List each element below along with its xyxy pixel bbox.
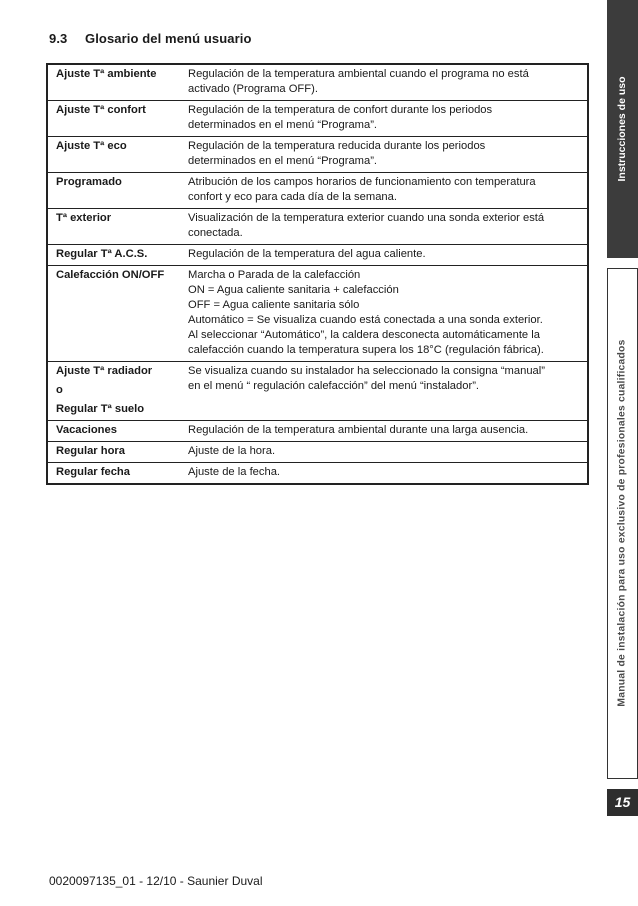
glossary-term: [47, 421, 186, 442]
glossary-description-line: Regulación de la temperatura ambiental durante una larga ausencia.: [188, 424, 529, 436]
glossary-term-line: o: [56, 384, 63, 396]
glossary-description-line: Automático = Se visualiza cuando está conectada a una sonda exterior.: [188, 314, 543, 326]
section-number: 9.3: [49, 31, 68, 46]
glossary-term: [47, 137, 186, 173]
glossary-term-line: Vacaciones: [56, 424, 117, 436]
glossary-row: [47, 362, 588, 421]
glossary-term: [47, 209, 186, 245]
page-number: 15: [614, 794, 631, 810]
side-tab-top-label-text: Instrucciones de uso: [616, 76, 628, 182]
glossary-term: [47, 101, 186, 137]
glossary-description: [186, 421, 588, 442]
glossary-row: [47, 421, 588, 442]
glossary-description: [186, 362, 588, 421]
glossary-description-line: Atribución de los campos horarios de funcionamiento con temperatura: [188, 176, 536, 188]
glossary-description-line: calefacción cuando la temperatura supera los 18°C (regulación fábrica).: [188, 344, 544, 356]
glossary-term: [47, 64, 186, 101]
glossary-row: [47, 101, 588, 137]
glossary-description-line: en el menú “ regulación calefacción” del menú “instalador”.: [188, 380, 480, 392]
glossary-term: [47, 266, 186, 362]
section-heading: [49, 31, 251, 46]
glossary-description-line: Al seleccionar “Automático”, la caldera desconecta automáticamente la: [188, 329, 540, 341]
glossary-row: [47, 209, 588, 245]
glossary-description-line: Visualización de la temperatura exterior cuando una sonda exterior está: [188, 212, 545, 224]
glossary-row: [47, 173, 588, 209]
glossary-description-line: Ajuste de la fecha.: [188, 466, 281, 478]
glossary-term-line: Programado: [56, 176, 122, 188]
glossary-description-line: OFF = Agua caliente sanitaria sólo: [188, 299, 360, 311]
glossary-description: [186, 137, 588, 173]
glossary-row: [47, 245, 588, 266]
side-tab-bottom-label-text: Manual de instalación para uso exclusivo de profesionales cualificados: [616, 339, 628, 707]
glossary-description-line: confort y eco para cada día de la semana.: [188, 191, 397, 203]
glossary-term: [47, 173, 186, 209]
glossary-description-line: Regulación de la temperatura ambiental cuando el programa no está: [188, 68, 529, 80]
glossary-description-line: Se visualiza cuando su instalador ha seleccionado la consigna “manual”: [188, 365, 545, 377]
glossary-description-line: Regulación de la temperatura del agua caliente.: [188, 248, 426, 260]
glossary-description-line: ON = Agua caliente sanitaria + calefacción: [188, 284, 399, 296]
glossary-term-line: Regular hora: [56, 445, 126, 457]
document-footer: 0020097135_01 - 12/10 - Saunier Duval: [49, 874, 263, 888]
glossary-description: [186, 463, 588, 485]
glossary-row: [47, 442, 588, 463]
glossary-term: [47, 245, 186, 266]
glossary-description-line: determinados en el menú “Programa”.: [188, 155, 378, 167]
glossary-term: [47, 442, 186, 463]
glossary-description-line: Ajuste de la hora.: [188, 445, 276, 457]
glossary-term-line: Calefacción ON/OFF: [56, 269, 165, 281]
glossary-description-line: determinados en el menú “Programa”.: [188, 119, 378, 131]
glossary-row: [47, 266, 588, 362]
glossary-description: [186, 101, 588, 137]
glossary-description: [186, 245, 588, 266]
glossary-term-line: Regular Tª A.C.S.: [56, 248, 148, 260]
glossary-description: [186, 64, 588, 101]
glossary-term-line: Ajuste Tª eco: [56, 140, 127, 152]
glossary-description-line: Marcha o Parada de la calefacción: [188, 269, 361, 281]
glossary-row: [47, 137, 588, 173]
section-title: Glosario del menú usuario: [85, 31, 252, 46]
glossary-body: [47, 64, 588, 484]
glossary-row: [47, 463, 588, 485]
glossary-table: [46, 63, 589, 485]
glossary-description: [186, 442, 588, 463]
glossary-description-line: Regulación de la temperatura de confort durante los periodos: [188, 104, 493, 116]
glossary-term-line: Regular fecha: [56, 466, 130, 478]
glossary-term-line: Ajuste Tª radiador: [56, 365, 153, 377]
glossary-term: [47, 362, 186, 421]
glossary-description-line: conectada.: [188, 227, 243, 239]
glossary-term-line: Regular Tª suelo: [56, 403, 145, 415]
glossary-description-line: activado (Programa OFF).: [188, 83, 318, 95]
glossary-description: [186, 173, 588, 209]
glossary-description: [186, 209, 588, 245]
glossary-term: [47, 463, 186, 485]
glossary-row: [47, 64, 588, 101]
glossary-term-line: Ajuste Tª confort: [56, 104, 146, 116]
glossary-term-line: Ajuste Tª ambiente: [56, 68, 157, 80]
glossary-term-line: Tª exterior: [56, 212, 112, 224]
glossary-description-line: Regulación de la temperatura reducida durante los periodos: [188, 140, 486, 152]
glossary-description: [186, 266, 588, 362]
